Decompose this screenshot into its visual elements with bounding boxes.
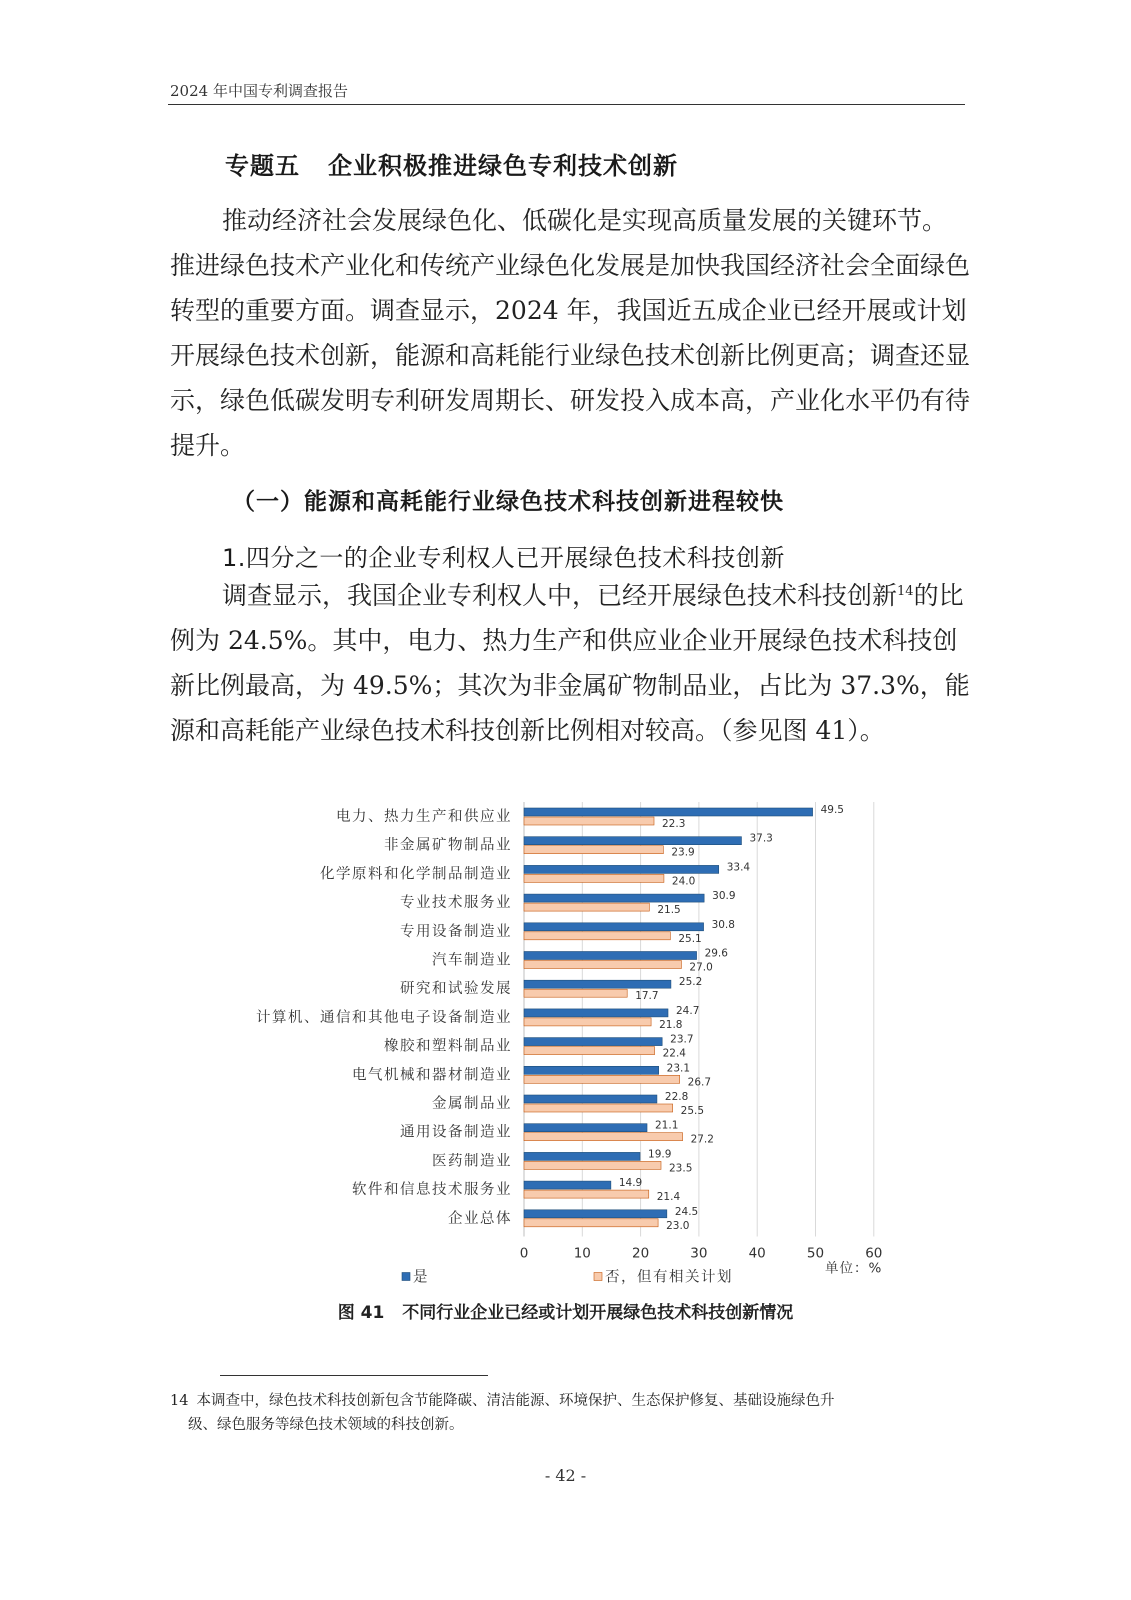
bar	[524, 952, 697, 960]
data-label: 21.1	[655, 1119, 679, 1132]
data-label: 33.4	[726, 861, 751, 874]
data-label: 19.9	[648, 1148, 672, 1161]
category-label: 专用设备制造业	[400, 923, 512, 940]
x-tick-label: 40	[748, 1245, 766, 1262]
bar	[524, 1009, 668, 1017]
footnote	[170, 1389, 950, 1437]
data-label: 49.5	[820, 804, 844, 816]
data-label: 21.4	[656, 1191, 681, 1204]
legend-label: 是	[413, 1269, 429, 1286]
bar	[524, 1075, 680, 1083]
data-label: 23.1	[666, 1062, 691, 1075]
bar	[524, 1219, 658, 1227]
category-label: 金属制品业	[432, 1096, 512, 1112]
category-label: 研究和试验发展	[400, 981, 512, 998]
bar	[524, 865, 719, 873]
data-label: 25.5	[680, 1105, 705, 1117]
data-label: 27.0	[689, 961, 713, 974]
x-tick-label: 0	[519, 1245, 529, 1262]
bar	[524, 894, 704, 902]
bar	[524, 808, 813, 816]
topic-label: 专题五	[225, 152, 300, 180]
bar	[524, 923, 704, 931]
data-label: 26.7	[687, 1076, 712, 1089]
figure-title: 不同行业企业已经或计划开展绿色技术科技创新情况	[402, 1303, 794, 1323]
bar	[524, 932, 670, 940]
sub-heading: 1.四分之一的企业专利权人已开展绿色技术科技创新	[222, 544, 785, 572]
data-label: 23.5	[669, 1162, 693, 1175]
bar	[524, 1133, 683, 1141]
bar	[524, 1095, 657, 1103]
header-rule	[168, 104, 965, 105]
data-label: 24.7	[676, 1004, 700, 1017]
figure-number: 图 41	[337, 1303, 385, 1323]
unit-label: 单位：%	[825, 1260, 883, 1277]
legend-swatch	[402, 1273, 410, 1281]
section-heading: （一）能源和高耗能行业绿色技术科技创新进程较快	[232, 489, 784, 515]
category-label: 企业总体	[448, 1210, 512, 1227]
bar	[524, 1018, 651, 1026]
data-label: 23.7	[670, 1033, 694, 1046]
data-label: 25.2	[678, 976, 703, 989]
category-label: 橡胶和塑料制品业	[384, 1038, 512, 1055]
data-label: 22.4	[662, 1047, 686, 1060]
footnote-number: 14	[170, 1393, 189, 1409]
bar	[524, 961, 681, 969]
category-label: 医药制造业	[432, 1153, 512, 1170]
bar	[524, 1104, 673, 1112]
bar	[524, 1181, 611, 1189]
data-label: 22.8	[664, 1091, 689, 1103]
data-label: 27.2	[690, 1133, 714, 1146]
bar	[524, 989, 627, 997]
bar	[524, 1124, 647, 1132]
data-label: 17.7	[635, 990, 659, 1003]
body-paragraph	[170, 573, 970, 753]
data-label: 14.9	[618, 1177, 643, 1190]
running-header: 2024 年中国专利调查报告	[170, 82, 348, 100]
topic-title	[225, 146, 678, 181]
body-text-start: 调查显示，我国企业专利权人中，已经开展绿色技术科技创新	[222, 581, 898, 610]
data-label: 22.3	[662, 818, 686, 830]
body-text-end: 的比例为 24.5%。其中，电力、热力生产和供应业企业开展绿色技术科技创新比例最高，为 49.5%；其次为非金属矿物制品业，占比为 37.3%，能源和高耗能产业绿色技术科技创新比例相对较高。（参见图 41）。	[170, 581, 970, 745]
bar	[524, 1038, 662, 1046]
x-tick-label: 20	[632, 1245, 650, 1262]
category-label: 化学原料和化学制品制造业	[320, 866, 512, 883]
data-label: 24.5	[674, 1205, 699, 1218]
bar	[524, 1047, 655, 1055]
bar	[524, 903, 649, 911]
footnote-rule	[220, 1375, 488, 1376]
topic-title-text: 企业积极推进绿色专利技术创新	[328, 152, 678, 180]
intro-text: 推动经济社会发展绿色化、低碳化是实现高质量发展的关键环节。推进绿色技术产业化和传统产业绿色化发展是加快我国经济社会全面绿色转型的重要方面。调查显示，2024 年，我国近五成企业已经开展或计划开展绿色技术创新，能源和高耗能行业绿色技术创新比例更高；调查还显示，绿色低碳发明专利研发周期长、研发投入成本高，产业化水平仍有待提升。	[170, 206, 971, 460]
bar	[524, 1161, 661, 1169]
data-label: 25.1	[678, 932, 702, 945]
category-label: 汽车制造业	[432, 952, 512, 969]
bar	[524, 846, 663, 854]
data-label: 23.0	[666, 1219, 690, 1232]
category-label: 软件和信息技术服务业	[352, 1182, 512, 1199]
x-tick-label: 60	[865, 1245, 883, 1262]
bar	[524, 874, 664, 882]
bar	[524, 1210, 667, 1218]
data-label: 30.8	[711, 918, 735, 931]
category-label: 专业技术服务业	[400, 895, 512, 912]
category-label: 通用设备制造业	[400, 1124, 512, 1141]
bar	[524, 837, 741, 845]
x-tick-label: 10	[573, 1245, 591, 1262]
data-label: 24.0	[671, 875, 696, 888]
category-label: 计算机、通信和其他电子设备制造业	[256, 1009, 512, 1026]
footnote-ref[interactable]: 14	[897, 584, 914, 599]
bar	[524, 1190, 649, 1198]
data-label: 29.6	[704, 947, 728, 960]
bar	[524, 980, 671, 988]
page-number: - 42 -	[544, 1466, 587, 1485]
footnote-line-2: 级、绿色服务等绿色技术领域的科技创新。	[188, 1417, 464, 1433]
data-label: 30.9	[712, 890, 736, 903]
legend-label: 否，但有相关计划	[605, 1269, 733, 1286]
data-label: 21.8	[659, 1018, 683, 1031]
category-label: 电气机械和器材制造业	[352, 1067, 512, 1084]
bar-chart	[170, 800, 890, 1290]
data-label: 23.9	[671, 846, 695, 859]
bar	[524, 1066, 659, 1074]
figure-caption	[0, 1298, 1131, 1323]
legend-swatch	[594, 1273, 602, 1281]
category-label: 非金属矿物制品业	[384, 837, 512, 854]
x-tick-label: 50	[806, 1245, 825, 1262]
intro-paragraph	[170, 198, 970, 468]
x-tick-label: 30	[690, 1245, 708, 1262]
data-label: 21.5	[657, 904, 681, 917]
category-label: 电力、热力生产和供应业	[336, 809, 512, 825]
footnote-line-1: 本调查中，绿色技术科技创新包含节能降碳、清洁能源、环境保护、生态保护修复、基础设施绿色升	[196, 1393, 835, 1409]
bar	[524, 1152, 640, 1160]
data-label: 37.3	[749, 832, 773, 845]
bar	[524, 817, 654, 825]
